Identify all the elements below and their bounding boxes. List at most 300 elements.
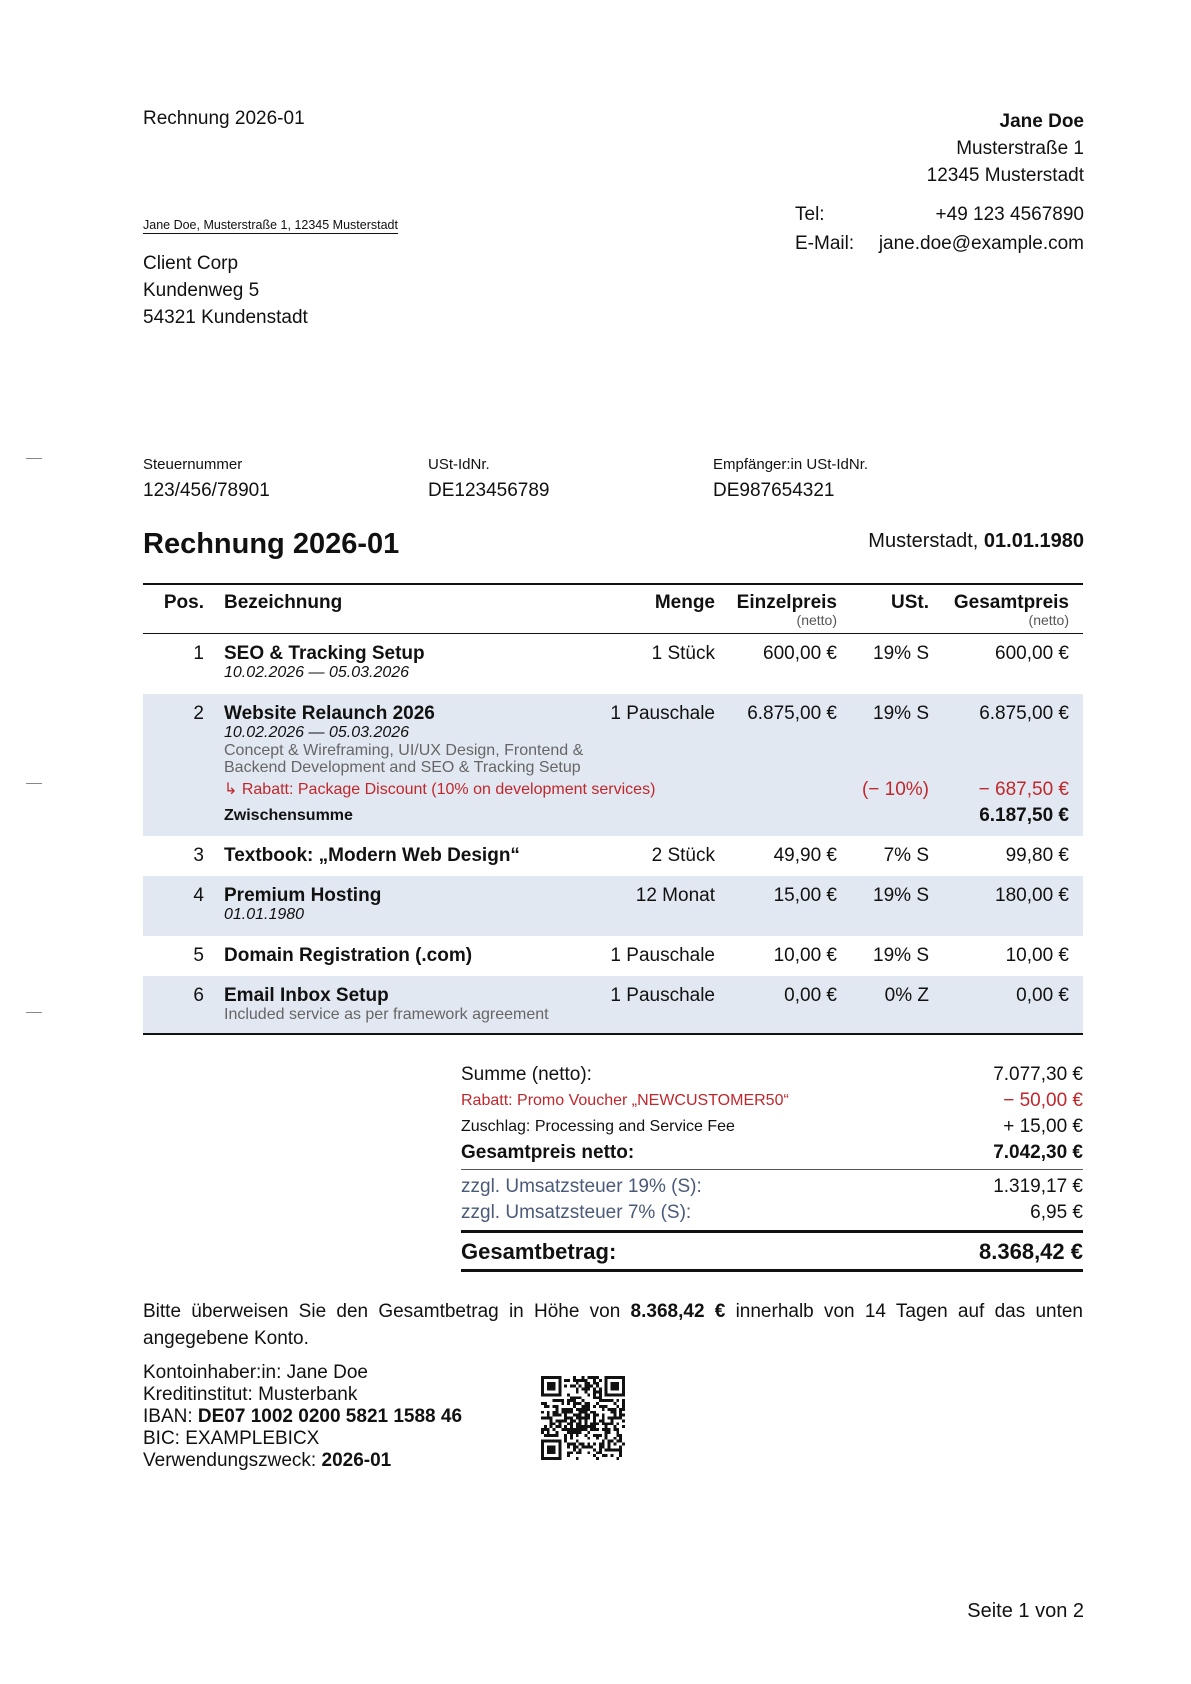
qr-module [550, 1417, 553, 1420]
qr-module [573, 1428, 576, 1431]
qr-module [622, 1414, 625, 1417]
qr-module [593, 1396, 596, 1399]
qr-module [564, 1411, 567, 1414]
qr-module [561, 1408, 564, 1411]
qr-module [596, 1428, 599, 1431]
subtotal-vat-cell [843, 800, 935, 836]
qr-module [567, 1408, 570, 1411]
qr-module [593, 1448, 596, 1451]
qr-module [576, 1390, 579, 1393]
qr-module [579, 1408, 582, 1411]
qr-module [544, 1405, 547, 1408]
qr-module [587, 1385, 590, 1388]
qr-module [579, 1448, 582, 1451]
qr-module [596, 1457, 599, 1460]
qr-module [584, 1408, 587, 1411]
qr-module [576, 1388, 579, 1391]
qr-module [570, 1422, 573, 1425]
qr-module [608, 1422, 611, 1425]
item-unit-price: 49,90 € [773, 845, 837, 866]
qr-module [558, 1419, 561, 1422]
qr-module [596, 1434, 599, 1437]
qr-module [547, 1411, 550, 1414]
qr-module [593, 1393, 596, 1396]
qr-module [590, 1428, 593, 1431]
qr-module [613, 1425, 616, 1428]
qr-module [582, 1379, 585, 1382]
qr-module [573, 1385, 576, 1388]
qr-module [599, 1451, 602, 1454]
qr-module [593, 1425, 596, 1428]
qr-module [590, 1411, 593, 1414]
qr-module [561, 1399, 564, 1402]
item-period: 01.01.1980 [224, 906, 305, 923]
qr-module [570, 1437, 573, 1440]
qr-module [579, 1443, 582, 1446]
qr-module [613, 1408, 616, 1411]
bank-name: Kreditinstitut: Musterbank [143, 1384, 358, 1405]
qr-module [613, 1414, 616, 1417]
qr-module [582, 1443, 585, 1446]
qr-module [616, 1399, 619, 1402]
qr-module [602, 1443, 605, 1446]
item-name: Domain Registration (.com) [224, 945, 473, 966]
qr-module [573, 1396, 576, 1399]
qr-module [573, 1419, 576, 1422]
qr-module [547, 1405, 550, 1408]
recipient-vat-id [713, 456, 868, 502]
recipient-vat-id-value: DE987654321 [713, 480, 835, 501]
qr-module [584, 1425, 587, 1428]
qr-module [596, 1382, 599, 1385]
qr-module [573, 1431, 576, 1434]
qr-module [561, 1419, 564, 1422]
qr-module [602, 1405, 605, 1408]
item-detail: Concept & Wireframing, UI/UX Design, Frontend & Backend Development and SEO & Tracking Setup [224, 742, 584, 776]
items-table [143, 583, 1083, 1035]
qr-module [582, 1428, 585, 1431]
net-sum-label: Summe (netto): [461, 1064, 592, 1085]
qr-module [611, 1417, 614, 1420]
purpose-line [143, 1450, 462, 1472]
qr-module [587, 1451, 590, 1454]
qr-module [587, 1425, 590, 1428]
qr-module [593, 1390, 596, 1393]
qr-module [593, 1422, 596, 1425]
sender-address [927, 108, 1084, 189]
qr-module [599, 1396, 602, 1399]
item-period: 10.02.2026 — 05.03.2026 [224, 664, 410, 681]
qr-module [567, 1393, 570, 1396]
vat-id-value: DE123456789 [428, 480, 550, 501]
qr-module [553, 1428, 556, 1431]
qr-module [602, 1422, 605, 1425]
col-total-sub: (netto) [1028, 612, 1069, 628]
qr-module [564, 1408, 567, 1411]
totals-block [461, 1062, 1083, 1272]
qr-module [573, 1376, 576, 1379]
qr-module [558, 1422, 561, 1425]
qr-module [564, 1414, 567, 1417]
qr-module [550, 1434, 553, 1437]
qr-module [564, 1440, 567, 1443]
qr-module [593, 1405, 596, 1408]
qr-module [564, 1417, 567, 1420]
item-total: 99,80 € [1005, 845, 1069, 866]
qr-module [593, 1443, 596, 1446]
qr-module [593, 1417, 596, 1420]
qr-module [611, 1440, 614, 1443]
item-discount-pct: (− 10%) [843, 776, 935, 800]
qr-module [576, 1425, 579, 1428]
net-total-value: 7.042,30 € [993, 1142, 1083, 1163]
qr-module [573, 1379, 576, 1382]
qr-module [567, 1422, 570, 1425]
qr-module [622, 1425, 625, 1428]
qr-module [576, 1382, 579, 1385]
sender-contact [795, 200, 1084, 258]
item-vat: 7% S [883, 845, 929, 866]
qr-module [553, 1411, 556, 1414]
qr-module [564, 1434, 567, 1437]
qr-module [616, 1405, 619, 1408]
tax-number [143, 456, 270, 502]
col-total-label: Gesamtpreis [953, 592, 1069, 613]
qr-module [593, 1376, 596, 1379]
qr-module [582, 1388, 585, 1391]
qr-module [599, 1434, 602, 1437]
item-qty: 1 Pauschale [599, 976, 721, 1034]
invoice-date: 01.01.1980 [983, 530, 1084, 552]
qr-module [584, 1390, 587, 1393]
qr-module [616, 1422, 619, 1425]
qr-module [605, 1399, 608, 1402]
qr-module [553, 1405, 556, 1408]
qr-module [570, 1411, 573, 1414]
qr-module [599, 1448, 602, 1451]
item-name: SEO & Tracking Setup [224, 643, 425, 664]
qr-module [555, 1434, 558, 1437]
invoice-title: Rechnung 2026-01 [143, 528, 400, 560]
qr-module [593, 1382, 596, 1385]
item-name: Textbook: „Modern Web Design“ [224, 845, 520, 866]
qr-module [561, 1402, 564, 1405]
qr-module [605, 1431, 608, 1434]
qr-module [605, 1448, 608, 1451]
qr-module [611, 1399, 614, 1402]
qr-module [616, 1440, 619, 1443]
qr-module [576, 1379, 579, 1382]
bic-line: BIC: EXAMPLEBICX [143, 1428, 320, 1449]
qr-module [564, 1379, 567, 1382]
qr-module [576, 1434, 579, 1437]
qr-module [584, 1405, 587, 1408]
qr-module [573, 1402, 576, 1405]
item-description [210, 936, 599, 976]
col-description: Bezeichnung [210, 584, 599, 634]
item-pos: 6 [143, 976, 210, 1034]
qr-module [587, 1376, 590, 1379]
qr-module [587, 1388, 590, 1391]
email-value: jane.doe@example.com [878, 233, 1084, 254]
payment-instruction [143, 1298, 1083, 1352]
item-total: 600,00 € [995, 643, 1069, 664]
surcharge-row [461, 1114, 1083, 1140]
qr-module [605, 1405, 608, 1408]
col-unit-price-sub: (netto) [796, 612, 837, 628]
net-sum-value: 7.077,30 € [993, 1064, 1083, 1085]
item-unit-price: 10,00 € [773, 945, 837, 966]
qr-module [619, 1414, 622, 1417]
qr-module [584, 1402, 587, 1405]
qr-module [584, 1388, 587, 1391]
qr-module [596, 1437, 599, 1440]
qr-module [590, 1446, 593, 1449]
subtotal-unit-cell [721, 800, 843, 836]
qr-module [555, 1431, 558, 1434]
item-description [210, 836, 599, 876]
item-unit-price: 6.875,00 € [721, 694, 843, 776]
item-detail: Included service as per framework agreement [224, 1006, 549, 1023]
qr-module [596, 1414, 599, 1417]
discount-pos-cell [143, 776, 210, 800]
qr-module [622, 1443, 625, 1446]
qr-module [558, 1399, 561, 1402]
qr-module [561, 1428, 564, 1431]
qr-module [584, 1417, 587, 1420]
purpose-value: 2026-01 [321, 1450, 392, 1471]
qr-module [553, 1399, 556, 1402]
invoice-place: Musterstadt, [868, 530, 979, 552]
qr-finder [547, 1446, 556, 1455]
qr-module [587, 1414, 590, 1417]
item-subtotal-value: 6.187,50 € [935, 800, 1083, 836]
item-description [210, 976, 599, 1034]
totals-divider [461, 1169, 1083, 1170]
qr-module [541, 1402, 544, 1405]
grand-total-row [461, 1230, 1083, 1272]
qr-module [541, 1417, 544, 1420]
qr-module [602, 1414, 605, 1417]
item-vat: 19% S [843, 876, 935, 936]
promo-row [461, 1088, 1083, 1114]
page-number: Seite 1 von 2 [967, 1600, 1084, 1622]
qr-module [567, 1379, 570, 1382]
qr-module [602, 1446, 605, 1449]
qr-module [567, 1443, 570, 1446]
qr-module [587, 1405, 590, 1408]
qr-module [570, 1431, 573, 1434]
item-pos: 1 [193, 643, 204, 664]
qr-module [567, 1399, 570, 1402]
qr-module [558, 1425, 561, 1428]
qr-module [564, 1428, 567, 1431]
item-name: Email Inbox Setup [224, 985, 389, 1006]
qr-module [541, 1411, 544, 1414]
qr-module [622, 1405, 625, 1408]
qr-module [579, 1431, 582, 1434]
qr-module [579, 1425, 582, 1428]
qr-finder [611, 1382, 620, 1391]
qr-module [547, 1417, 550, 1420]
iban-value: DE07 1002 0200 5821 1588 46 [197, 1406, 463, 1427]
qr-module [605, 1454, 608, 1457]
qr-module [579, 1422, 582, 1425]
qr-module [576, 1451, 579, 1454]
recipient-company: Client Corp [143, 253, 239, 274]
item-pos: 4 [143, 876, 210, 936]
item-qty: 12 Monat [599, 876, 721, 936]
qr-module [579, 1396, 582, 1399]
item-unit-price: 0,00 € [721, 976, 843, 1034]
qr-module [541, 1428, 544, 1431]
qr-module [613, 1443, 616, 1446]
sender-name: Jane Doe [999, 111, 1084, 132]
qr-module [582, 1425, 585, 1428]
qr-module [593, 1434, 596, 1437]
qr-module [567, 1411, 570, 1414]
item-discount-label: ↳ Rabatt: Package Discount (10% on development services) [210, 776, 721, 800]
qr-module [584, 1379, 587, 1382]
qr-module [608, 1431, 611, 1434]
qr-module [573, 1448, 576, 1451]
qr-module [584, 1385, 587, 1388]
qr-module [567, 1451, 570, 1454]
sender-street: Musterstraße 1 [956, 138, 1084, 159]
qr-module [619, 1451, 622, 1454]
qr-module [576, 1457, 579, 1460]
qr-module [613, 1428, 616, 1431]
qr-module [570, 1428, 573, 1431]
qr-module [573, 1446, 576, 1449]
qr-module [553, 1434, 556, 1437]
account-holder: Kontoinhaber:in: Jane Doe [143, 1362, 368, 1383]
qr-module [619, 1440, 622, 1443]
qr-module [579, 1385, 582, 1388]
qr-module [593, 1411, 596, 1414]
qr-module [567, 1402, 570, 1405]
qr-module [616, 1417, 619, 1420]
qr-module [579, 1379, 582, 1382]
qr-module [579, 1419, 582, 1422]
fold-mark-bottom [26, 1012, 42, 1013]
qr-module [611, 1419, 614, 1422]
item-description [210, 694, 599, 776]
item-description [210, 876, 599, 936]
qr-module [602, 1408, 605, 1411]
qr-module [587, 1437, 590, 1440]
col-pos: Pos. [143, 584, 210, 634]
item-vat: 0% Z [843, 976, 935, 1034]
qr-module [547, 1428, 550, 1431]
qr-module [579, 1417, 582, 1420]
table-row-discount [143, 776, 1083, 800]
recipient-address [143, 250, 308, 331]
qr-module [611, 1422, 614, 1425]
qr-module [570, 1396, 573, 1399]
qr-module [564, 1425, 567, 1428]
qr-module [605, 1422, 608, 1425]
qr-module [608, 1448, 611, 1451]
qr-module [608, 1417, 611, 1420]
qr-module [605, 1434, 608, 1437]
qr-module [547, 1431, 550, 1434]
qr-module [599, 1393, 602, 1396]
qr-module [608, 1443, 611, 1446]
qr-module [555, 1425, 558, 1428]
qr-module [587, 1417, 590, 1420]
vat7-row [461, 1200, 1083, 1226]
subtotal-pos-cell [143, 800, 210, 836]
qr-module [582, 1417, 585, 1420]
item-unit-price: 15,00 € [721, 876, 843, 936]
qr-module [576, 1417, 579, 1420]
item-qty: 1 Stück [651, 643, 715, 664]
qr-module [582, 1399, 585, 1402]
qr-module [570, 1425, 573, 1428]
qr-module [576, 1440, 579, 1443]
net-total-row [461, 1140, 1083, 1166]
qr-module [587, 1443, 590, 1446]
qr-module [579, 1428, 582, 1431]
header-invoice-ref: Rechnung 2026-01 [143, 108, 305, 129]
vat-id [428, 456, 550, 502]
qr-module [599, 1405, 602, 1408]
qr-module [550, 1419, 553, 1422]
payment-text-after: innerhalb von 14 Tagen auf das unten angegebene Konto. [143, 1301, 1083, 1349]
qr-module [596, 1451, 599, 1454]
qr-module [596, 1390, 599, 1393]
qr-module [616, 1457, 619, 1460]
qr-module [599, 1388, 602, 1391]
qr-module [547, 1434, 550, 1437]
qr-module [619, 1417, 622, 1420]
qr-module [544, 1417, 547, 1420]
qr-module [553, 1422, 556, 1425]
qr-module [599, 1419, 602, 1422]
item-total: 6.875,00 € [935, 694, 1083, 776]
qr-module [582, 1376, 585, 1379]
qr-module [613, 1448, 616, 1451]
qr-module [593, 1454, 596, 1457]
qr-module [619, 1437, 622, 1440]
qr-module [541, 1431, 544, 1434]
payment-qr-code-icon [541, 1376, 625, 1460]
qr-module [619, 1446, 622, 1449]
qr-module [579, 1411, 582, 1414]
qr-module [596, 1376, 599, 1379]
item-unit-price: 600,00 € [763, 643, 837, 664]
qr-module [596, 1402, 599, 1405]
qr-module [619, 1411, 622, 1414]
qr-module [579, 1414, 582, 1417]
iban-line [143, 1406, 462, 1428]
table-row-subtotal [143, 800, 1083, 836]
qr-module [573, 1405, 576, 1408]
qr-module [544, 1425, 547, 1428]
qr-module [567, 1431, 570, 1434]
promo-value: − 50,00 € [1003, 1090, 1083, 1111]
item-vat: 19% S [843, 694, 935, 776]
qr-module [587, 1382, 590, 1385]
tax-number-label: Steuernummer [143, 456, 243, 473]
payment-text-before: Bitte überweisen Sie den Gesamtbetrag in Höhe von [143, 1301, 621, 1322]
qr-module [555, 1408, 558, 1411]
qr-module [616, 1428, 619, 1431]
qr-module [579, 1402, 582, 1405]
qr-module [584, 1434, 587, 1437]
vat-id-label: USt-IdNr. [428, 456, 490, 473]
